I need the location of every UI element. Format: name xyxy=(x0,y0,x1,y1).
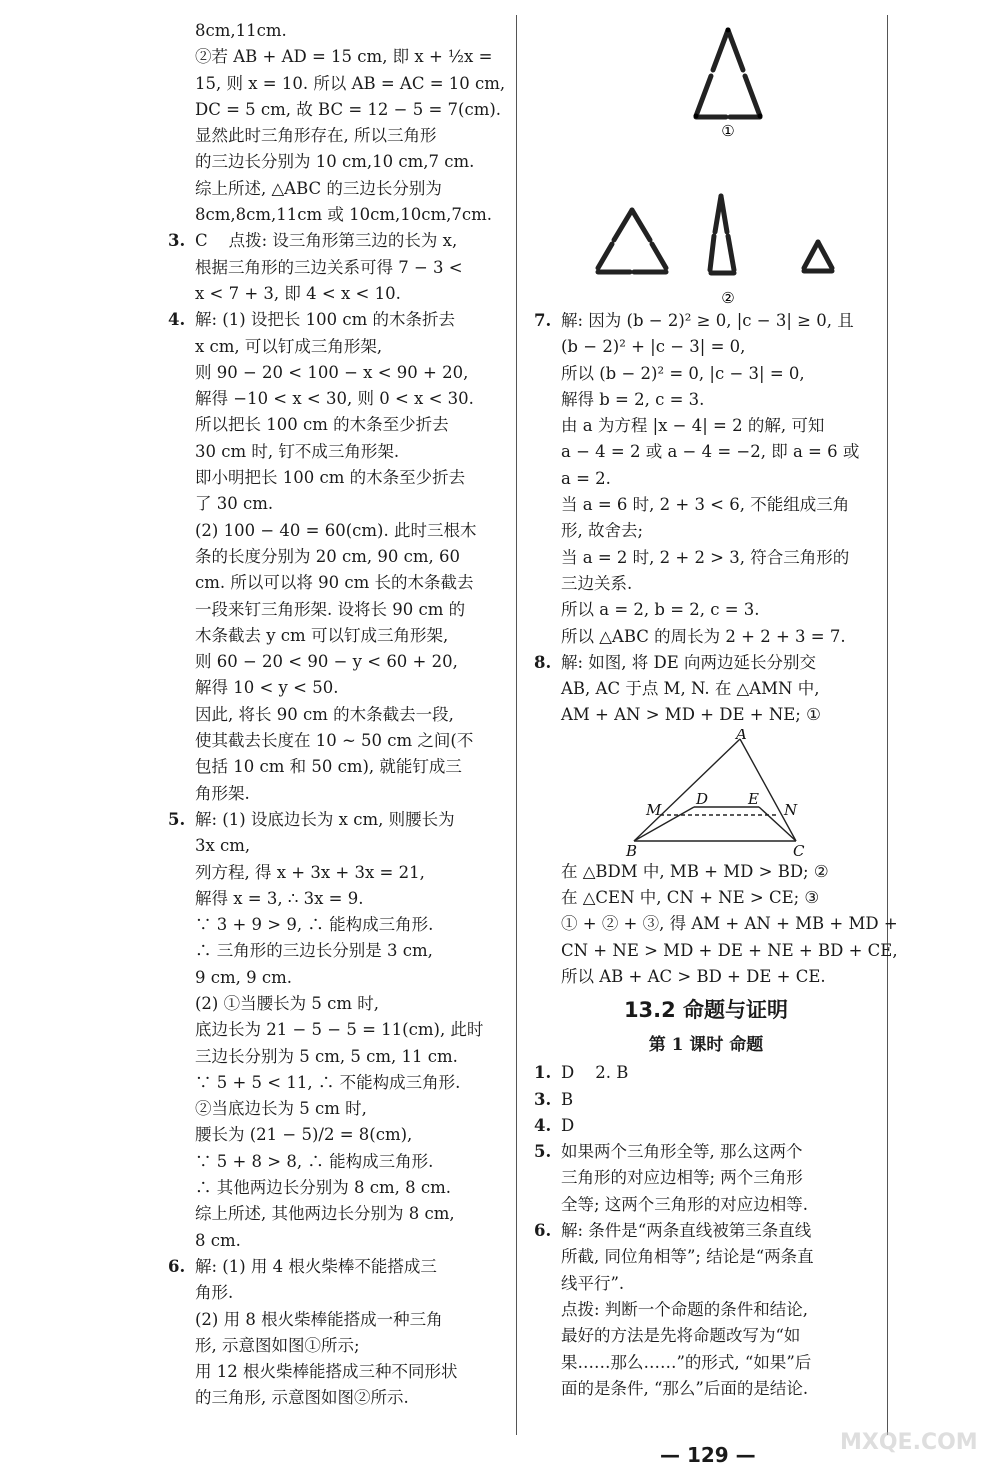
line-text: AM + AN > MD + DE + NE; ① xyxy=(561,705,821,725)
answer-block-7-8 xyxy=(534,308,878,729)
text-line xyxy=(534,439,878,465)
item-number: 3. xyxy=(534,1089,552,1109)
left-column xyxy=(168,18,506,1412)
item-number: 6. xyxy=(534,1221,552,1241)
text-line xyxy=(168,1280,506,1306)
line-text: a = 2. xyxy=(561,468,611,488)
line-text: 则 60 − 20 < 90 − y < 60 + 20, xyxy=(195,652,458,672)
text-line xyxy=(168,1017,506,1043)
figure-1-matchstick-triangle xyxy=(534,18,878,138)
line-text: 15, 则 x = 10. 所以 AB = AC = 10 cm, xyxy=(195,73,506,93)
text-line xyxy=(534,650,878,676)
line-text: 解: 条件是“两条直线被第三条直线 xyxy=(561,1221,812,1241)
text-line xyxy=(534,1060,878,1086)
text-line xyxy=(534,624,878,650)
line-text: ∴ 其他两边长分别为 8 cm, 8 cm. xyxy=(195,1178,451,1198)
text-line xyxy=(534,1139,878,1165)
matchstick xyxy=(652,244,666,268)
text-line xyxy=(534,964,878,990)
line-text: 解: (1) 设底边长为 x cm, 则腰长为 xyxy=(195,809,455,829)
line-text: 解得 b = 2, c = 3. xyxy=(561,389,705,409)
line-text: 解: 因为 (b − 2)² ≥ 0, |c − 3| ≥ 0, 且 xyxy=(561,311,854,330)
text-line xyxy=(534,413,878,439)
text-line xyxy=(168,281,506,307)
text-line xyxy=(168,544,506,570)
text-line xyxy=(534,1244,878,1270)
line-text: 所以 (b − 2)² = 0, |c − 3| = 0, xyxy=(561,363,805,383)
text-line xyxy=(534,1218,878,1244)
text-line xyxy=(168,386,506,412)
item-number: 4. xyxy=(168,310,186,330)
line-text: 三角形的对应边相等; 两个三角形 xyxy=(561,1168,803,1188)
text-line xyxy=(534,571,878,597)
line-text: DC = 5 cm, 故 BC = 12 − 5 = 7(cm). xyxy=(195,99,502,119)
text-line xyxy=(534,1350,878,1376)
text-line xyxy=(168,1070,506,1096)
item-number: 4. xyxy=(534,1115,552,1135)
line-text: 显然此时三角形存在, 所以三角形 xyxy=(195,126,437,146)
text-line xyxy=(168,1175,506,1201)
text-line xyxy=(168,675,506,701)
text-line xyxy=(168,1228,506,1254)
text-line xyxy=(534,859,878,885)
text-line xyxy=(168,1307,506,1333)
matchstick xyxy=(632,210,650,240)
line-text: 解得 −10 < x < 30, 则 0 < x < 30. xyxy=(195,389,474,409)
text-line xyxy=(168,1149,506,1175)
line-text: 包括 10 cm 和 50 cm), 就能钉成三 xyxy=(195,757,462,777)
text-line xyxy=(534,1297,878,1323)
line-text: 当 a = 2 时, 2 + 2 > 3, 符合三角形的 xyxy=(561,547,850,567)
line-text: 由 a 为方程 |x − 4| = 2 的解, 可知 xyxy=(561,416,825,436)
text-line xyxy=(534,938,898,964)
text-line xyxy=(168,702,506,728)
line-text: (b − 2)² + |c − 3| = 0, xyxy=(561,337,746,357)
line-text: 在 △CEN 中, CN + NE > CE; ③ xyxy=(561,888,820,908)
subsection-title: 第 1 课时 命题 xyxy=(648,1035,764,1056)
line-text: 点拨: 判断一个命题的条件和结论, xyxy=(561,1299,809,1319)
line-text: 所以 AB + AC > BD + DE + CE. xyxy=(561,966,826,986)
item-number: 5. xyxy=(168,809,186,829)
line-text: D 2. B xyxy=(561,1063,629,1083)
matchstick xyxy=(804,242,818,268)
line-text: 条的长度分别为 20 cm, 90 cm, 60 xyxy=(195,546,460,566)
line-text: 最好的方法是先将命题改写为“如 xyxy=(561,1326,801,1346)
text-line xyxy=(168,938,506,964)
text-line xyxy=(534,1165,878,1191)
item-number: 1. xyxy=(534,1063,552,1083)
line-text: x cm, 可以钉成三角形架, xyxy=(195,336,383,356)
line-text: 根据三角形的三边关系可得 7 − 3 < xyxy=(195,257,463,277)
text-line xyxy=(168,491,506,517)
line-text: 了 30 cm. xyxy=(195,494,274,514)
text-line xyxy=(168,860,506,886)
text-line xyxy=(168,412,506,438)
line-text: 8 cm. xyxy=(195,1230,241,1250)
text-line xyxy=(168,597,506,623)
text-line xyxy=(534,1376,878,1402)
matchstick xyxy=(728,30,743,70)
line-text: 则 90 − 20 < 100 − x < 90 + 20, xyxy=(195,362,469,382)
line-text: 面的是条件, “那么”后面的是结论. xyxy=(561,1378,809,1398)
line-text: 解: (1) 设把长 100 cm 的木条折去 xyxy=(195,310,456,330)
line-text: 8cm,8cm,11cm 或 10cm,10cm,7cm. xyxy=(195,205,493,225)
line-text: x < 7 + 3, 即 4 < x < 10. xyxy=(195,283,401,303)
text-line xyxy=(534,466,878,492)
column-divider xyxy=(516,15,517,1435)
line-text: 综上所述, 其他两边长分别为 8 cm, xyxy=(195,1204,455,1224)
answer-block-lesson-1 xyxy=(534,1060,878,1402)
text-line xyxy=(168,518,506,544)
matchstick xyxy=(818,242,832,268)
text-line xyxy=(534,911,898,937)
text-line xyxy=(534,702,878,728)
text-line xyxy=(534,1192,878,1218)
line-text: (2) 100 − 40 = 60(cm). 此时三根木 xyxy=(195,520,477,540)
line-text: 三边关系. xyxy=(561,573,633,593)
label-E: E xyxy=(748,789,759,808)
figure-1-label: ① xyxy=(721,122,735,138)
line-text: 即小明把长 100 cm 的木条至少折去 xyxy=(195,468,466,488)
text-line xyxy=(534,518,878,544)
text-line xyxy=(168,228,506,254)
label-N: N xyxy=(784,800,798,819)
line-text: 解得 x = 3, ∴ 3x = 9. xyxy=(195,888,364,908)
line-text: 8cm,11cm. xyxy=(195,21,287,40)
line-text: 的三边长分别为 10 cm,10 cm,7 cm. xyxy=(195,152,475,172)
line-text: ① + ② + ③, 得 AM + AN + MB + MD + xyxy=(561,914,898,934)
line-text: 木条截去 y cm 可以钉成三角形架, xyxy=(195,625,449,645)
item-number: 8. xyxy=(534,652,552,672)
line-text: 全等; 这两个三角形的对应边相等. xyxy=(561,1194,809,1214)
item-number: 7. xyxy=(534,311,552,330)
line-text: ∵ 3 + 9 > 9, ∴ 能构成三角形. xyxy=(195,915,434,935)
line-text: C 点拨: 设三角形第三边的长为 x, xyxy=(195,231,458,251)
label-B: B xyxy=(626,841,638,859)
text-line xyxy=(168,570,506,596)
line-text: 线平行”. xyxy=(561,1273,625,1293)
text-line xyxy=(168,781,506,807)
text-line xyxy=(168,1359,506,1385)
text-line xyxy=(534,1323,878,1349)
text-line xyxy=(534,676,878,702)
text-line xyxy=(168,439,506,465)
line-text: (2) 用 8 根火柴棒能搭成一种三角 xyxy=(195,1309,443,1329)
text-line xyxy=(534,1113,878,1139)
line-text: B xyxy=(561,1089,574,1109)
text-line xyxy=(534,334,878,360)
line-text: a − 4 = 2 或 a − 4 = −2, 即 a = 6 或 xyxy=(561,442,860,462)
text-line xyxy=(168,255,506,281)
line-text: 所以 a = 2, b = 2, c = 3. xyxy=(561,600,760,620)
text-line xyxy=(534,885,878,911)
text-line xyxy=(168,465,506,491)
right-column xyxy=(534,18,898,1402)
text-line xyxy=(168,1254,506,1280)
text-line xyxy=(534,387,878,413)
line-text: AB, AC 于点 M, N. 在 △AMN 中, xyxy=(561,679,820,699)
matchstick xyxy=(710,236,714,270)
label-M: M xyxy=(646,800,662,819)
line-text: ②若 AB + AD = 15 cm, 即 x + ½x = xyxy=(195,47,493,67)
text-line xyxy=(168,912,506,938)
line-text: 所以 △ABC 的周长为 2 + 2 + 3 = 7. xyxy=(561,626,846,646)
text-line xyxy=(168,44,506,70)
line-text: ∵ 5 + 8 > 8, ∴ 能构成三角形. xyxy=(195,1151,434,1171)
line-text: 角形架. xyxy=(195,783,250,803)
text-line xyxy=(168,754,506,780)
item-number: 3. xyxy=(168,231,186,251)
item-number: 6. xyxy=(168,1256,186,1276)
line-text: 9 cm, 9 cm. xyxy=(195,967,292,987)
matchstick xyxy=(721,196,727,232)
text-line xyxy=(534,545,878,571)
line-text: 角形. xyxy=(195,1283,234,1303)
matchstick xyxy=(713,30,728,70)
text-line xyxy=(168,833,506,859)
label-C: C xyxy=(793,841,805,859)
line-text: 用 12 根火柴棒能搭成三种不同形状 xyxy=(195,1362,458,1382)
text-line xyxy=(534,1087,878,1113)
line-text: 的三角形, 示意图如图②所示. xyxy=(195,1388,409,1408)
line-text: D xyxy=(561,1115,575,1135)
line-text: 形, 示意图如图①所示; xyxy=(195,1335,360,1355)
text-line xyxy=(168,1333,506,1359)
matchstick xyxy=(745,76,760,116)
line-text: 解: (1) 用 4 根火柴棒不能搭成三 xyxy=(195,1256,437,1276)
line-text: 解得 10 < y < 50. xyxy=(195,678,339,698)
text-line xyxy=(168,123,506,149)
text-line xyxy=(534,361,878,387)
label-A: A xyxy=(736,728,747,743)
line-text: 如果两个三角形全等, 那么这两个 xyxy=(561,1142,803,1162)
text-line xyxy=(168,18,506,44)
line-text: 一段来钉三角形架. 设将长 90 cm 的 xyxy=(195,599,466,619)
page-edge-rule xyxy=(887,15,888,1435)
text-line xyxy=(168,649,506,675)
line-text: 果……那么……”的形式, “如果”后 xyxy=(561,1352,812,1372)
line-text: 腰长为 (21 − 5)/2 = 8(cm), xyxy=(195,1125,413,1145)
line-text: 列方程, 得 x + 3x + 3x = 21, xyxy=(195,862,425,882)
matchstick xyxy=(598,244,612,268)
matchstick xyxy=(728,236,734,270)
line-text: 解: 如图, 将 DE 向两边延长分别交 xyxy=(561,652,817,672)
line-text: CN + NE > MD + DE + NE + BD + CE, xyxy=(561,940,898,960)
text-line xyxy=(168,1096,506,1122)
text-line xyxy=(168,1385,506,1411)
text-line xyxy=(168,97,506,123)
label-D: D xyxy=(696,789,709,808)
text-line xyxy=(168,965,506,991)
line-text: 形, 故舍去; xyxy=(561,521,644,541)
line-text: cm. 所以可以将 90 cm 长的木条截去 xyxy=(195,573,474,593)
matchstick xyxy=(696,76,711,116)
item-number: 5. xyxy=(534,1142,552,1162)
text-line xyxy=(168,149,506,175)
text-line xyxy=(168,728,506,754)
line-text: 综上所述, △ABC 的三边长分别为 xyxy=(195,178,442,198)
figure-2-matchstick-triangles xyxy=(534,138,878,308)
line-text: 三边长分别为 5 cm, 5 cm, 11 cm. xyxy=(195,1046,458,1066)
text-line xyxy=(168,334,506,360)
text-line xyxy=(168,71,506,97)
text-line xyxy=(168,623,506,649)
text-line xyxy=(534,308,878,334)
line-text: 所截, 同位角相等”; 结论是“两条直 xyxy=(561,1247,814,1267)
text-line xyxy=(168,360,506,386)
line-text: ②当底边长为 5 cm 时, xyxy=(195,1099,367,1119)
section-title: 13.2 命题与证明 xyxy=(623,998,789,1023)
text-line xyxy=(168,991,506,1017)
line-text: ∵ 5 + 5 < 11, ∴ 不能构成三角形. xyxy=(195,1072,461,1092)
text-line xyxy=(168,1122,506,1148)
line-text: 在 △BDM 中, MB + MD > BD; ② xyxy=(561,861,829,881)
text-line xyxy=(534,597,878,623)
text-line xyxy=(168,202,506,228)
line-text: 底边长为 21 − 5 − 5 = 11(cm), 此时 xyxy=(195,1020,484,1040)
text-line xyxy=(168,176,506,202)
matchstick xyxy=(614,210,632,240)
page-number: — 129 — xyxy=(660,1443,756,1467)
line-text: 所以把长 100 cm 的木条至少折去 xyxy=(195,415,449,435)
figure-3-triangle-abc xyxy=(534,729,878,859)
line-text: 使其截去长度在 10 ~ 50 cm 之间(不 xyxy=(195,731,474,751)
text-line xyxy=(534,1271,878,1297)
line-text: 3x cm, xyxy=(195,836,251,856)
text-line xyxy=(168,307,506,333)
text-line xyxy=(168,886,506,912)
answer-block-8-cont xyxy=(534,859,898,990)
text-line xyxy=(168,807,506,833)
figure-2-label: ② xyxy=(721,289,735,307)
line-text: 当 a = 6 时, 2 + 3 < 6, 不能组成三角 xyxy=(561,495,850,515)
line-text: ∴ 三角形的三边长分别是 3 cm, xyxy=(195,941,433,961)
line-text: 30 cm 时, 钉不成三角形架. xyxy=(195,441,400,461)
text-line xyxy=(168,1201,506,1227)
text-line xyxy=(534,492,878,518)
line-text: 因此, 将长 90 cm 的木条截去一段, xyxy=(195,704,454,724)
line-text: (2) ①当腰长为 5 cm 时, xyxy=(195,993,379,1013)
text-line xyxy=(168,1044,506,1070)
watermark: MXQE.COM xyxy=(840,1430,978,1455)
